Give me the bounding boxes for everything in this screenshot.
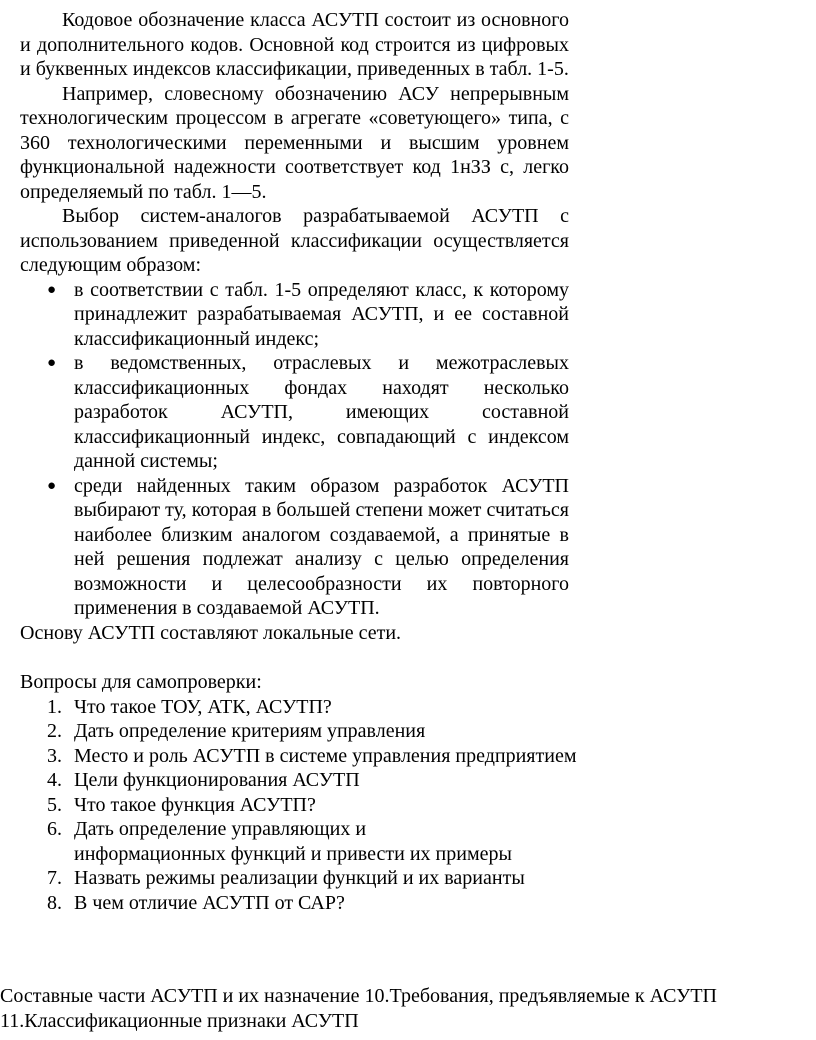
questions-heading: Вопросы для самопроверки:	[20, 671, 262, 693]
bullet-text: в ведомственных, отраслевых и межотраслевых классификационных фондах находят несколько разработок АСУТП, имеющих составной классификационный индекс, совпадающий с индексом данной системы;	[74, 352, 569, 472]
question-number: 5.	[47, 793, 62, 816]
closing-line: Основу АСУТП составляют локальные сети.	[20, 621, 402, 644]
question-text: информационных функций и привести их примеры	[74, 842, 512, 865]
bullet-text: в соответствии с табл. 1-5 определяют класс, к которому принадлежит разрабатываемая АСУТП, и ее составной классификационный индекс;	[74, 278, 569, 350]
question-text: Место и роль АСУТП в системе управления предприятием	[74, 744, 577, 767]
trailing-lines	[0, 984, 816, 1033]
question-item	[20, 744, 577, 769]
paragraph-selection: Выбор систем-аналогов разрабатываемой АСУТП с использованием приведенной классификации осуществляется следующим образом:	[20, 205, 569, 276]
paragraph-example: Например, словесному обозначению АСУ непрерывным технологическим процессом в агрегате «советующего» типа, с 360 технологическими переменными и высшим уровнем функциональной надежности соответствует код 1нЗЗ с, легко определяемый по табл. 1—5.	[20, 82, 569, 203]
question-number: 6.	[47, 818, 62, 840]
trailing-line: Составные части АСУТП и их назначение 10.Требования, предъявляемые к АСУТП	[0, 985, 717, 1007]
question-item	[20, 768, 569, 793]
question-number: 7.	[47, 867, 62, 889]
bullet-item	[47, 351, 569, 474]
paragraph-class-code: Кодовое обозначение класса АСУТП состоит из основного и дополнительного кодов. Основной код строится из цифровых и буквенных индексов классификации, приведенных в табл. 1-5.	[20, 9, 569, 80]
bullet-icon: ●	[47, 477, 57, 494]
question-text: Что такое функция АСУТП?	[74, 793, 316, 816]
bullet-item	[47, 474, 569, 621]
question-number: 3.	[47, 744, 62, 767]
document-body	[20, 8, 577, 915]
question-text: Цели функционирования АСУТП	[74, 769, 360, 791]
question-item	[20, 695, 569, 720]
question-number: 8.	[47, 891, 62, 914]
question-text: В чем отличие АСУТП от САР?	[74, 891, 345, 914]
question-item	[20, 891, 569, 916]
question-number: 1.	[47, 695, 62, 718]
spacer	[20, 645, 569, 670]
question-number: 2.	[47, 720, 62, 742]
question-text: Что такое ТОУ, АТК, АСУТП?	[74, 695, 332, 718]
bullet-icon: ●	[47, 281, 57, 298]
bullet-item	[47, 278, 569, 352]
question-item	[20, 793, 569, 818]
question-item	[20, 719, 569, 744]
trailing-line: 11.Классификационные признаки АСУТП	[0, 1009, 359, 1032]
question-item	[20, 866, 569, 891]
question-text: Дать определение критериям управления	[74, 720, 426, 742]
question-text: Назвать режимы реализации функций и их варианты	[74, 867, 525, 889]
bullet-list	[20, 278, 569, 621]
question-number: 4.	[47, 769, 62, 791]
bullet-text: среди найденных таким образом разработок АСУТП выбирают ту, которая в большей степени может считаться наиболее близким аналогом создаваемой, а принятые в ней решения подлежат анализу с целью определения возможности и целесообразности их повторного применения в создаваемой АСУТП.	[74, 474, 569, 619]
questions-list	[20, 695, 577, 916]
question-text: Дать определение управляющих и	[74, 818, 367, 840]
bullet-icon: ●	[47, 355, 57, 371]
question-item	[20, 817, 569, 842]
question-item-continuation	[20, 842, 569, 867]
